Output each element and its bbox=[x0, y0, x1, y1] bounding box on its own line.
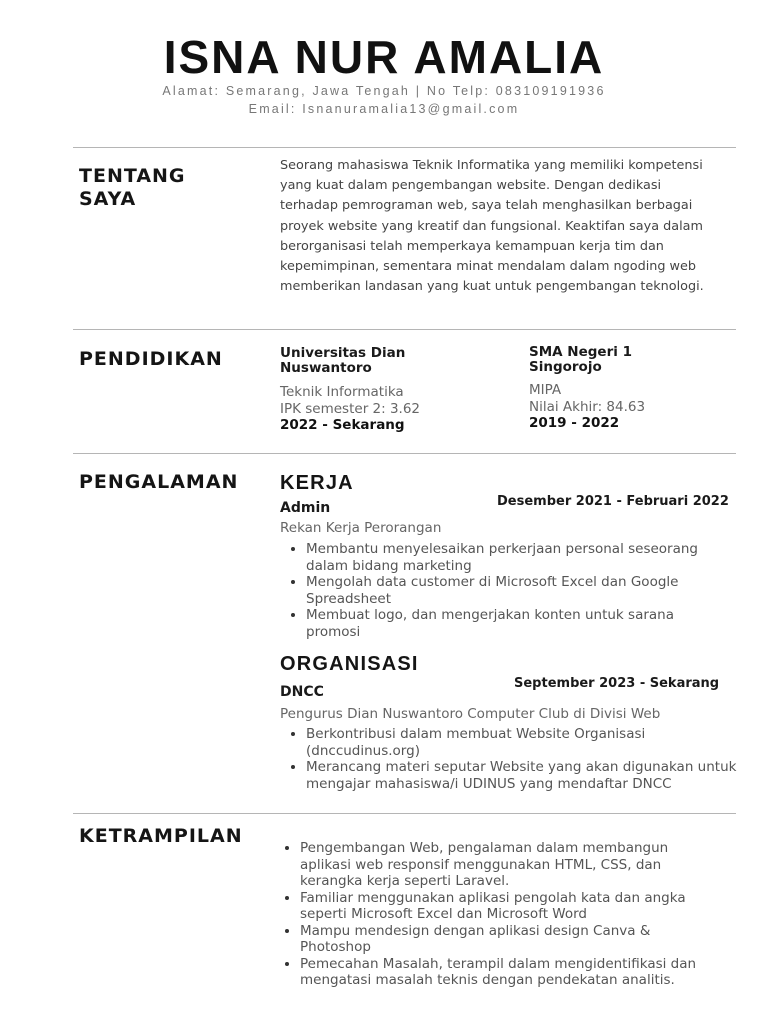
school-name bbox=[529, 345, 729, 375]
about-section-title bbox=[79, 165, 186, 211]
section-divider bbox=[73, 329, 736, 330]
list-item: • Pengembangan Web, pengalaman dalam membangun aplikasi web responsif menggunakan HTML, CSS, dan kerangka kerja seperti Laravel. bbox=[300, 840, 720, 890]
organization-heading: ORGANISASI bbox=[280, 653, 419, 675]
education-gpa: IPK semester 2: 3.62 bbox=[280, 400, 421, 417]
school-name bbox=[280, 346, 500, 376]
work-organization: Rekan Kerja Perorangan bbox=[280, 520, 442, 536]
work-period: Desember 2021 - Februari 2022 bbox=[497, 494, 729, 509]
experience-section-title: PENGALAMAN bbox=[79, 471, 239, 493]
work-role: Admin bbox=[280, 500, 331, 516]
school-name-line2: Nuswantoro bbox=[280, 360, 372, 376]
skills-bullet-list bbox=[274, 840, 720, 989]
section-divider bbox=[73, 453, 736, 454]
education-major: Teknik Informatika bbox=[280, 384, 404, 400]
school-name-line2: Singorojo bbox=[529, 359, 602, 375]
list-item: • Pemecahan Masalah, terampil dalam mengidentifikasi dan mengatasi masalah teknis dengan pendekatan analitis. bbox=[300, 956, 720, 989]
list-item: • Berkontribusi dalam membuat Website Organisasi (dnccudinus.org) bbox=[306, 726, 746, 759]
contact-email: Email: Isnanuramalia13@gmail.com bbox=[248, 102, 520, 116]
education-years: 2022 - Sekarang bbox=[280, 417, 405, 433]
list-item: • Merancang materi seputar Website yang akan digunakan untuk mengajar mahasiswa/i UDINUS yang mendaftar DNCC bbox=[306, 759, 746, 792]
school-name-line1: Universitas Dian bbox=[280, 345, 406, 361]
organization-role: DNCC bbox=[280, 684, 324, 700]
education-years: 2019 - 2022 bbox=[529, 415, 620, 431]
organization-description: Pengurus Dian Nuswantoro Computer Club di Divisi Web bbox=[280, 706, 661, 722]
work-heading: KERJA bbox=[280, 472, 354, 494]
education-section-title: PENDIDIKAN bbox=[79, 348, 223, 370]
list-item: • Membuat logo, dan mengerjakan konten untuk sarana promosi bbox=[306, 607, 726, 640]
education-item-highschool bbox=[529, 345, 729, 432]
work-bullet-list bbox=[280, 541, 726, 640]
contact-address-phone: Alamat: Semarang, Jawa Tengah | No Telp: 083109191936 bbox=[162, 84, 606, 98]
about-title-line1: TENTANG bbox=[79, 165, 186, 187]
education-major: MIPA bbox=[529, 382, 562, 398]
education-final-score: Nilai Akhir: 84.63 bbox=[529, 398, 646, 415]
school-name-line1: SMA Negeri 1 bbox=[529, 344, 632, 360]
resume-name: ISNA NUR AMALIA bbox=[163, 31, 605, 83]
organization-period: September 2023 - Sekarang bbox=[514, 676, 720, 691]
section-divider bbox=[73, 813, 736, 814]
section-divider bbox=[73, 147, 736, 148]
skills-section-title: KETRAMPILAN bbox=[79, 825, 243, 847]
list-item: • Mampu mendesign dengan aplikasi design Canva & Photoshop bbox=[300, 923, 720, 956]
about-title-line2: SAYA bbox=[79, 188, 137, 210]
about-text: Seorang mahasiswa Teknik Informatika yang memiliki kompetensi yang kuat dalam pengembangan website. Dengan dedikasi terhadap pemrograman web, saya telah menghasilkan berbagai proyek website yang kreatif dan fungsional. Keaktifan saya dalam berorganisasi telah memperkaya kemampuan kerja tim dan kepemimpinan, sementara minat mendalam dalam ngoding web memberikan landasan yang kuat untuk pengembangan teknologi. bbox=[280, 158, 704, 295]
list-item: • Mengolah data customer di Microsoft Excel dan Google Spreadsheet bbox=[306, 574, 726, 607]
education-item-university bbox=[280, 346, 500, 434]
organization-bullet-list bbox=[280, 726, 746, 792]
list-item: • Membantu menyelesaikan perkerjaan personal seseorang dalam bidang marketing bbox=[306, 541, 726, 574]
list-item: • Familiar menggunakan aplikasi pengolah kata dan angka seperti Microsoft Excel dan Microsoft Word bbox=[300, 890, 720, 923]
